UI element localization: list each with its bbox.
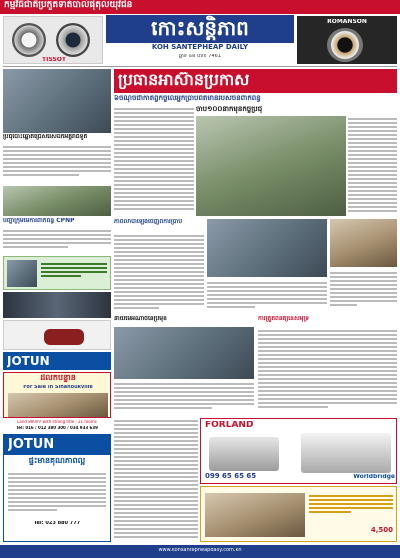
main-headline-box xyxy=(114,69,397,93)
logo-kh: កោះសន្តិភាព xyxy=(106,15,294,43)
ad-photo xyxy=(7,260,37,287)
forland-brand: FORLAND xyxy=(205,421,254,430)
car-icon xyxy=(44,329,84,345)
watch-icon xyxy=(327,28,363,62)
main-headline-title: ប្រធានអាស៊ានប្រកាស xyxy=(118,71,250,89)
logo-box xyxy=(106,15,294,65)
story-e-body xyxy=(258,328,397,414)
story-d-body xyxy=(114,381,254,415)
main-story-text-right xyxy=(348,116,397,216)
jotun-bottom-lines xyxy=(8,471,106,515)
jotun-bottom-tel: Tel: 023 880 777 xyxy=(33,521,81,526)
story-b-headline: នាយមេអំណាចនៃប្រមុខ xyxy=(114,316,167,322)
real-estate-photo xyxy=(205,493,305,537)
ad-left-brand: TISSOT xyxy=(42,57,66,63)
story2-photo xyxy=(3,186,111,216)
forland-phone: 099 65 65 65 xyxy=(205,473,257,480)
bottom-left-story xyxy=(114,418,198,542)
jotun-bottom-kh: ផ្ទះមានគុណភាពល្អ xyxy=(28,457,86,465)
issue-info: ឆ្នាំទី ៤៨ លេខ 7461 xyxy=(178,54,222,59)
story-a-headline: ភាពលាបាឡើងចេញពីការប្រាប់ xyxy=(114,219,183,225)
ad-green-block xyxy=(3,256,111,290)
story-d-photo xyxy=(114,327,254,379)
main-headline-subtitle: ៦ចំណុចជាកាតព្វកិច្ចលើអ្នកប្រាប់ព័ត៌មានរបស់ចិនពាក់ព័ន្ធ xyxy=(114,95,261,102)
photo-caption: ចាប់១០០នាក់មុនកិច្ចប្រជុំ xyxy=(196,106,263,113)
ad-car xyxy=(3,320,111,350)
story-c-photo xyxy=(330,219,397,267)
worldbridge-text: Worldbridge xyxy=(353,474,395,480)
story-c-body xyxy=(330,270,397,312)
real-estate-text xyxy=(309,493,393,523)
logo-en: KOH SANTEPHEAP DAILY xyxy=(151,44,249,51)
land-photo xyxy=(8,393,108,417)
jotun-ad xyxy=(3,352,111,370)
forland-ad xyxy=(200,418,397,484)
story-b-photo xyxy=(207,219,327,277)
watch-icon xyxy=(56,23,90,57)
ad-text-lines xyxy=(41,261,107,287)
ad-left-watch xyxy=(3,16,103,64)
real-estate-price: 4,500 xyxy=(370,527,393,534)
top-banner xyxy=(0,0,400,14)
truck-icon xyxy=(209,437,279,471)
land-sale-kh: ដីលក់បន្ទាន់ xyxy=(40,374,76,382)
land-sale-note: Land 800m² with strong title · 21 rooms xyxy=(17,420,97,424)
jotun-bottom-header xyxy=(4,435,110,455)
real-estate-ad xyxy=(200,486,397,542)
story-a xyxy=(114,219,204,313)
masthead-divider xyxy=(3,66,397,67)
jotun-bottom-brand: JOTUN xyxy=(8,438,55,452)
story-a-body xyxy=(114,233,204,311)
main-photo xyxy=(196,116,346,216)
watch-icon xyxy=(12,23,46,57)
land-sale-ad xyxy=(3,372,111,418)
jotun-brand: JOTUN xyxy=(7,355,50,368)
truck-icon xyxy=(301,433,391,473)
story1-headline: ប្រជុំបោះឆ្នោតជ្រើសរើសឯកអគ្គរាជទូត xyxy=(3,134,88,140)
story1-photo xyxy=(3,69,111,133)
jotun-bottom-ad xyxy=(3,434,111,542)
ad-right-watch xyxy=(297,16,397,64)
top-banner-text: កម្មវិធីជាតិប្រកួតទាត់បាល់ផុតុលយុវជន xyxy=(4,0,133,10)
land-sale-phones: Tel: 016 / 012 380 300 / 034 933 639 xyxy=(16,426,98,430)
main-story-text-left xyxy=(114,106,194,216)
story1-body xyxy=(3,144,111,184)
footer-bar xyxy=(0,545,400,558)
ad-suits xyxy=(3,292,111,318)
story-c-headline: ការត្រួតពិនិត្យនៃសមុទ្រ xyxy=(258,316,310,322)
footer-text: www.kohsantepheapdaily.com.kh xyxy=(158,548,242,553)
ad-right-brand: ROMANSON xyxy=(327,19,367,25)
land-sale-en: For Sale in Sihanoukville xyxy=(23,385,93,390)
story2-body xyxy=(3,228,111,256)
story2-headline: បញ្ហាក្រុមមេការពាក់ព័ន្ធ CPNP xyxy=(3,218,75,224)
story-b-body xyxy=(207,280,327,312)
